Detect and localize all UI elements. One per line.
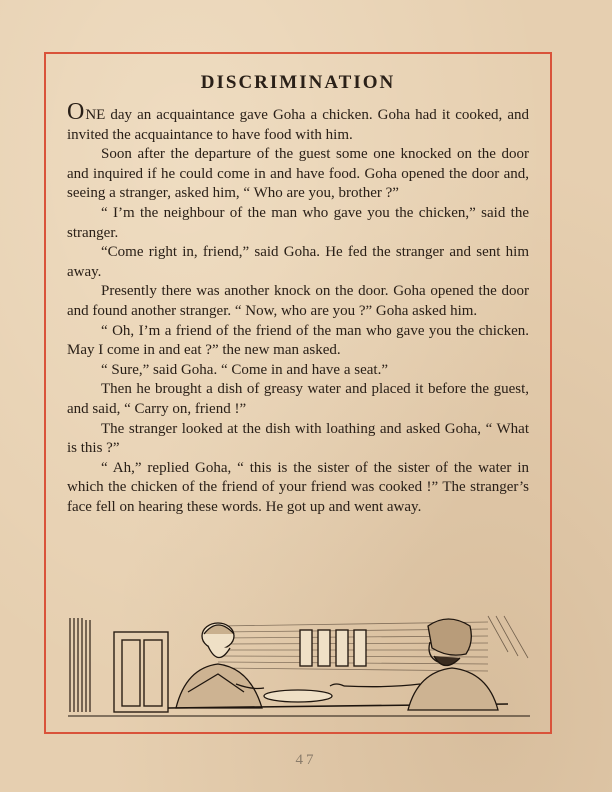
paragraph: Presently there was another knock on the door. Goha opened the door and found another stranger. “ Now, who are you ?” Goha asked him. — [67, 283, 529, 319]
story-body — [67, 99, 529, 517]
story-illustration — [68, 612, 530, 720]
paragraph: “ I’m the neighbour of the man who gave you the chicken,” said the stranger. — [67, 204, 529, 241]
paragraph: Soon after the departure of the guest some one knocked on the door and inquired if he could come in and have food. Goha opened the door and, seeing a stranger, asked him, “ Who are you, brother ?” — [67, 146, 529, 202]
paragraph: “Come right in, friend,” said Goha. He fed the stranger and sent him away. — [67, 244, 529, 280]
greasy-water-dish — [264, 690, 332, 702]
drop-cap: O — [67, 99, 85, 125]
paragraph: Then he brought a dish of greasy water and placed it before the guest, and said, “ Carry on, friend !” — [67, 381, 529, 417]
paragraph: The stranger looked at the dish with loathing and asked Goha, “ What is this ?” — [67, 420, 529, 457]
paragraph: “ Ah,” replied Goha, “ this is the sister of the sister of the water in which the chicken of the friend of your friend was cooked !” The stranger’s face fell on hearing these words. He got up and went away. — [67, 459, 529, 515]
seated-man-left — [176, 623, 264, 708]
story-title: DISCRIMINATION — [200, 72, 396, 93]
paragraph: “ Oh, I’m a friend of the friend of the man who gave you the chicken. May I come in and eat ?” the new man asked. — [67, 322, 529, 359]
paragraph: ONE day an acquaintance gave Goha a chicken. Goha had it cooked, and invited the acquaintance to have food with him. — [67, 99, 529, 143]
paragraph: “ Sure,” said Goha. “ Come in and have a seat.” — [101, 361, 388, 378]
page-number: 47 — [295, 752, 317, 768]
